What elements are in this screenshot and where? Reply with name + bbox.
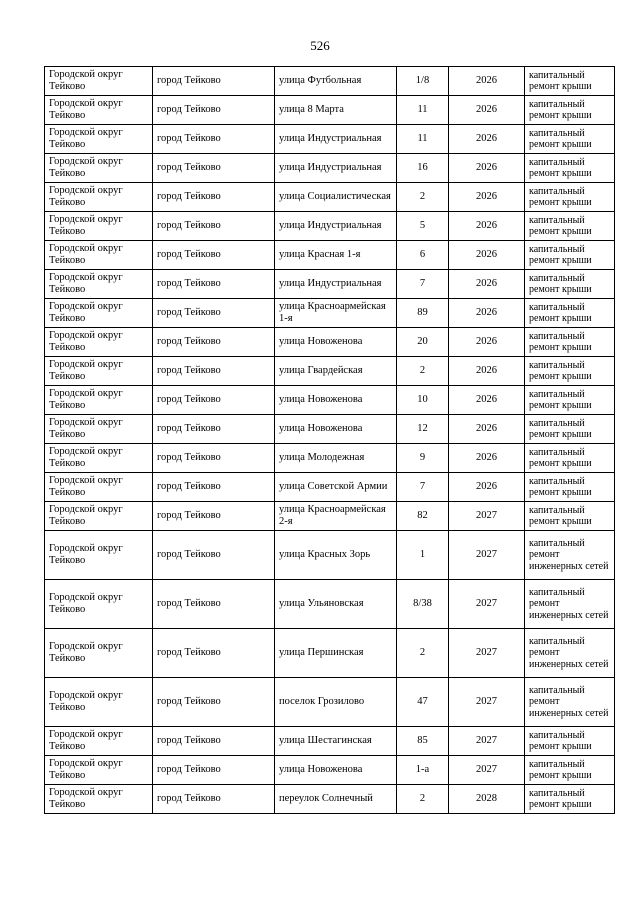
table-row	[45, 154, 615, 183]
street-cell: улица Новоженова	[275, 386, 397, 415]
repair-type-cell: капитальный ремонт крыши	[525, 328, 615, 357]
municipal-district-cell: Городской округ Тейково	[45, 678, 153, 727]
house-number-cell: 2	[397, 183, 449, 212]
repair-type-cell: капитальный ремонт крыши	[525, 502, 615, 531]
house-number-cell: 7	[397, 473, 449, 502]
municipal-district-cell: Городской округ Тейково	[45, 502, 153, 531]
municipal-district-cell: Городской округ Тейково	[45, 415, 153, 444]
house-number-cell: 7	[397, 270, 449, 299]
repair-type-cell: капитальный ремонт крыши	[525, 183, 615, 212]
year-cell: 2027	[449, 629, 525, 678]
house-number-cell: 2	[397, 629, 449, 678]
repair-type-cell: капитальный ремонт крыши	[525, 241, 615, 270]
city-cell: город Тейково	[153, 212, 275, 241]
year-cell: 2026	[449, 270, 525, 299]
repair-type-cell: капитальный ремонт крыши	[525, 473, 615, 502]
repair-type-cell: капитальный ремонт крыши	[525, 125, 615, 154]
house-number-cell: 1/8	[397, 67, 449, 96]
municipal-district-cell: Городской округ Тейково	[45, 328, 153, 357]
repair-type-cell: капитальный ремонт крыши	[525, 357, 615, 386]
street-cell: улица 8 Марта	[275, 96, 397, 125]
table-row	[45, 183, 615, 212]
repair-type-cell: капитальный ремонт крыши	[525, 270, 615, 299]
city-cell: город Тейково	[153, 531, 275, 580]
city-cell: город Тейково	[153, 328, 275, 357]
year-cell: 2026	[449, 473, 525, 502]
house-number-cell: 9	[397, 444, 449, 473]
repair-type-cell: капитальный ремонт крыши	[525, 727, 615, 756]
year-cell: 2027	[449, 531, 525, 580]
municipal-district-cell: Городской округ Тейково	[45, 580, 153, 629]
municipal-district-cell: Городской округ Тейково	[45, 727, 153, 756]
house-number-cell: 11	[397, 125, 449, 154]
table-row	[45, 386, 615, 415]
street-cell: улица Футбольная	[275, 67, 397, 96]
city-cell: город Тейково	[153, 629, 275, 678]
house-number-cell: 89	[397, 299, 449, 328]
year-cell: 2027	[449, 678, 525, 727]
table-row	[45, 444, 615, 473]
year-cell: 2026	[449, 154, 525, 183]
year-cell: 2027	[449, 756, 525, 785]
repair-type-cell: капитальный ремонт инженерных сетей	[525, 531, 615, 580]
house-number-cell: 5	[397, 212, 449, 241]
street-cell: улица Индустриальная	[275, 270, 397, 299]
year-cell: 2026	[449, 415, 525, 444]
street-cell: улица Социалистическая	[275, 183, 397, 212]
table-row	[45, 328, 615, 357]
house-number-cell: 1-а	[397, 756, 449, 785]
repair-type-cell: капитальный ремонт инженерных сетей	[525, 580, 615, 629]
municipal-district-cell: Городской округ Тейково	[45, 67, 153, 96]
street-cell: улица Першинская	[275, 629, 397, 678]
table-row	[45, 756, 615, 785]
house-number-cell: 1	[397, 531, 449, 580]
table-row	[45, 415, 615, 444]
municipal-district-cell: Городской округ Тейково	[45, 299, 153, 328]
housing-repair-table	[44, 66, 615, 814]
city-cell: город Тейково	[153, 727, 275, 756]
municipal-district-cell: Городской округ Тейково	[45, 386, 153, 415]
city-cell: город Тейково	[153, 67, 275, 96]
city-cell: город Тейково	[153, 785, 275, 814]
table-row	[45, 67, 615, 96]
house-number-cell: 2	[397, 785, 449, 814]
street-cell: улица Индустриальная	[275, 212, 397, 241]
table-row	[45, 727, 615, 756]
year-cell: 2027	[449, 502, 525, 531]
repair-type-cell: капитальный ремонт крыши	[525, 415, 615, 444]
street-cell: улица Красноармейская 1-я	[275, 299, 397, 328]
city-cell: город Тейково	[153, 386, 275, 415]
street-cell: улица Красноармейская 2-я	[275, 502, 397, 531]
year-cell: 2026	[449, 444, 525, 473]
table-row	[45, 299, 615, 328]
street-cell: улица Гвардейская	[275, 357, 397, 386]
table-row	[45, 357, 615, 386]
city-cell: город Тейково	[153, 502, 275, 531]
street-cell: улица Ульяновская	[275, 580, 397, 629]
repair-type-cell: капитальный ремонт крыши	[525, 444, 615, 473]
street-cell: улица Молодежная	[275, 444, 397, 473]
municipal-district-cell: Городской округ Тейково	[45, 756, 153, 785]
house-number-cell: 10	[397, 386, 449, 415]
municipal-district-cell: Городской округ Тейково	[45, 270, 153, 299]
repair-type-cell: капитальный ремонт крыши	[525, 154, 615, 183]
year-cell: 2026	[449, 299, 525, 328]
house-number-cell: 82	[397, 502, 449, 531]
city-cell: город Тейково	[153, 96, 275, 125]
repair-type-cell: капитальный ремонт крыши	[525, 96, 615, 125]
city-cell: город Тейково	[153, 444, 275, 473]
page-number: 526	[310, 38, 330, 53]
city-cell: город Тейково	[153, 756, 275, 785]
year-cell: 2026	[449, 96, 525, 125]
table-row	[45, 629, 615, 678]
street-cell: улица Красная 1-я	[275, 241, 397, 270]
year-cell: 2028	[449, 785, 525, 814]
street-cell: поселок Грозилово	[275, 678, 397, 727]
municipal-district-cell: Городской округ Тейково	[45, 125, 153, 154]
street-cell: улица Красных Зорь	[275, 531, 397, 580]
table-row	[45, 473, 615, 502]
city-cell: город Тейково	[153, 473, 275, 502]
municipal-district-cell: Городской округ Тейково	[45, 154, 153, 183]
street-cell: улица Шестагинская	[275, 727, 397, 756]
year-cell: 2026	[449, 183, 525, 212]
municipal-district-cell: Городской округ Тейково	[45, 212, 153, 241]
year-cell: 2026	[449, 357, 525, 386]
house-number-cell: 11	[397, 96, 449, 125]
street-cell: переулок Солнечный	[275, 785, 397, 814]
year-cell: 2026	[449, 125, 525, 154]
city-cell: город Тейково	[153, 580, 275, 629]
year-cell: 2026	[449, 241, 525, 270]
street-cell: улица Индустриальная	[275, 125, 397, 154]
city-cell: город Тейково	[153, 678, 275, 727]
table-row	[45, 502, 615, 531]
table-row	[45, 212, 615, 241]
municipal-district-cell: Городской округ Тейково	[45, 96, 153, 125]
year-cell: 2027	[449, 727, 525, 756]
street-cell: улица Новоженова	[275, 415, 397, 444]
city-cell: город Тейково	[153, 357, 275, 386]
repair-type-cell: капитальный ремонт крыши	[525, 299, 615, 328]
street-cell: улица Новоженова	[275, 756, 397, 785]
repair-type-cell: капитальный ремонт крыши	[525, 67, 615, 96]
repair-type-cell: капитальный ремонт крыши	[525, 756, 615, 785]
municipal-district-cell: Городской округ Тейково	[45, 241, 153, 270]
street-cell: улица Советской Армии	[275, 473, 397, 502]
house-number-cell: 2	[397, 357, 449, 386]
city-cell: город Тейково	[153, 154, 275, 183]
table-row	[45, 531, 615, 580]
table-row	[45, 678, 615, 727]
repair-type-cell: капитальный ремонт крыши	[525, 785, 615, 814]
year-cell: 2026	[449, 328, 525, 357]
city-cell: город Тейково	[153, 299, 275, 328]
house-number-cell: 8/38	[397, 580, 449, 629]
municipal-district-cell: Городской округ Тейково	[45, 531, 153, 580]
house-number-cell: 47	[397, 678, 449, 727]
repair-type-cell: капитальный ремонт крыши	[525, 212, 615, 241]
city-cell: город Тейково	[153, 183, 275, 212]
city-cell: город Тейково	[153, 270, 275, 299]
municipal-district-cell: Городской округ Тейково	[45, 357, 153, 386]
table-row	[45, 270, 615, 299]
house-number-cell: 20	[397, 328, 449, 357]
municipal-district-cell: Городской округ Тейково	[45, 785, 153, 814]
house-number-cell: 85	[397, 727, 449, 756]
repair-type-cell: капитальный ремонт крыши	[525, 386, 615, 415]
year-cell: 2026	[449, 212, 525, 241]
table-row	[45, 785, 615, 814]
municipal-district-cell: Городской округ Тейково	[45, 183, 153, 212]
year-cell: 2026	[449, 386, 525, 415]
table-row	[45, 580, 615, 629]
municipal-district-cell: Городской округ Тейково	[45, 473, 153, 502]
table-row	[45, 241, 615, 270]
table-body	[45, 67, 615, 814]
repair-type-cell: капитальный ремонт инженерных сетей	[525, 678, 615, 727]
house-number-cell: 16	[397, 154, 449, 183]
municipal-district-cell: Городской округ Тейково	[45, 629, 153, 678]
street-cell: улица Новоженова	[275, 328, 397, 357]
year-cell: 2026	[449, 67, 525, 96]
street-cell: улица Индустриальная	[275, 154, 397, 183]
table-row	[45, 96, 615, 125]
city-cell: город Тейково	[153, 415, 275, 444]
house-number-cell: 12	[397, 415, 449, 444]
city-cell: город Тейково	[153, 125, 275, 154]
house-number-cell: 6	[397, 241, 449, 270]
table-row	[45, 125, 615, 154]
municipal-district-cell: Городской округ Тейково	[45, 444, 153, 473]
repair-type-cell: капитальный ремонт инженерных сетей	[525, 629, 615, 678]
year-cell: 2027	[449, 580, 525, 629]
city-cell: город Тейково	[153, 241, 275, 270]
